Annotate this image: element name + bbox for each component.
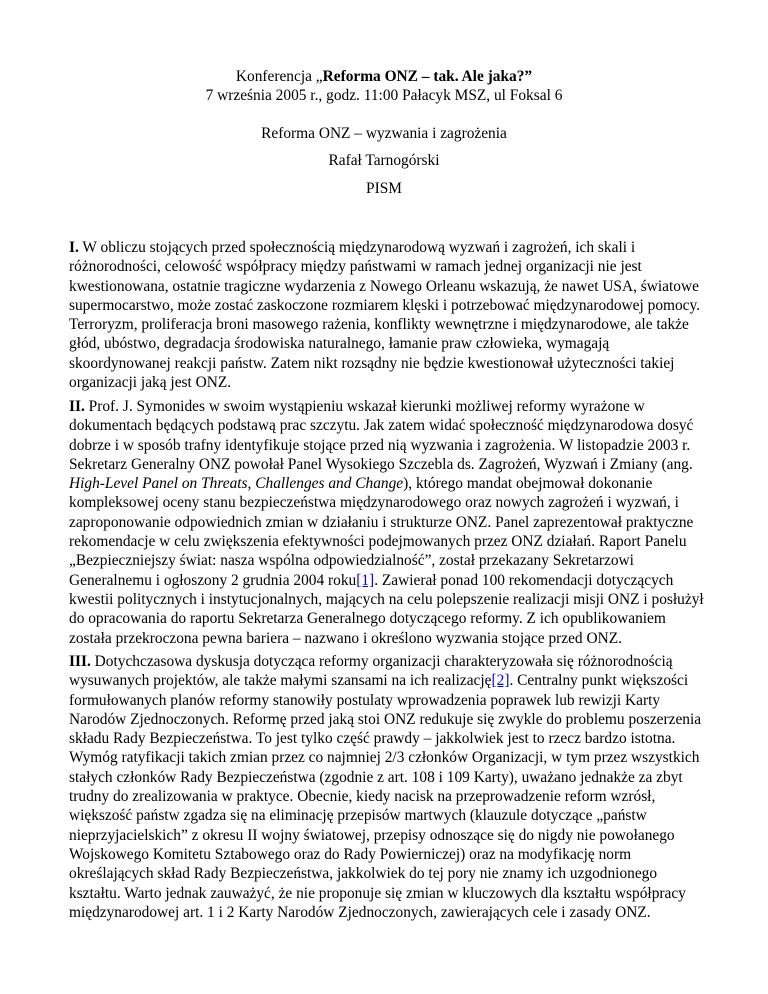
section-3-text-a: Dotychczasowa dyskusja dotycząca reformy organizacji charakteryzowała się różnorodnością wysuwanych projektów, ale także małymi szansami na ich realizację [69, 653, 673, 690]
section-1-paragraph [69, 238, 704, 392]
section-1-text: W obliczu stojących przed społecznością międzynarodową wyzwań i zagrożeń, ich skali i różnorodności, celowość współpracy między państwami w ramach jednej organizacji nie jest kwestionowana, ostatnie tragiczne wydarzenia z Nowego Orleanu wskazują, że nawet USA, światowe supermocarstwo, może zostać zaskoczone rozmiarem klęski i potrzebować międzynarodowej pomocy. Terroryzm, proliferacja broni masowego rażenia, konflikty wewnętrzne i międzynarodowe, ale także głód, ubóstwo, degradacja środowiska naturalnego, łamanie praw człowieka, wymagają skoordynowanej reakcji państw. Zatem nikt rozsądny nie będzie kwestionował użyteczności takiej organizacji jaką jest ONZ. [69, 239, 701, 392]
section-2-numeral: II. [69, 398, 85, 415]
conference-prefix: Konferencja „ [235, 68, 323, 85]
section-3-text-b: . Centralny punkt większości formułowanych planów reformy stanowiły postulaty wprowadzenia poprawek lub rewizji Karty Narodów Zjednoczonych. Reformę przed jaką stoi ONZ redukuje się zwykle do problemu poszerzenia składu Rady Bezpieczeństwa. To jest tylko część prawdy – jakkolwiek jest to rzecz bardzo istotna. Wymóg ratyfikacji takich zmian przez co najmniej 2/3 członków Organizacji, w tym przez wszystkich stałych członków Rady Bezpieczeństwa (zgodnie z art. 108 i 109 Karty), uważano jednakże za zbyt trudny do zrealizowania w praktyce. Obecnie, kiedy nacisk na przeprowadzenie reform wzrósł, większość państw zgadza się na eliminację przepisów martwych (klauzule dotyczące „państw nieprzyjacielskich” z okresu II wojny światowej, przepisy odnoszące się do nigdy nie powołanego Wojskowego Komitetu Sztabowego oraz do Rady Powierniczej) oraz na modyfikację norm określających skład Rady Bezpieczeństwa, jakkolwiek do tej pory nie znamy ich uzgodnionego kształtu. Warto jednak zauważyć, że nie proponuje się zmian w kluczowych dla kształtu współpracy międzynarodowej art. 1 i 2 Karty Narodów Zjednoczonych, zawierających cele i zasady ONZ. [69, 672, 702, 921]
section-1-numeral: I. [69, 239, 79, 256]
conference-details: 7 września 2005 r., godz. 11:00 Pałacyk MSZ, ul Foksal 6 [205, 87, 563, 104]
section-2-paragraph [69, 397, 704, 648]
section-2-text-a: Prof. J. Symonides w swoim wystąpieniu wskazał kierunki możliwej reformy wyrażone w dokumentach będących podstawą prac szczytu. Jak zatem widać społeczność międzynarodowa dosyć dobrze i w sposób trafny identyfikuje stojące przed nią wyzwania i zagrożenia. W listopadzie 2003 r. Sekretarz Generalny ONZ powołał Panel Wysokiego Szczebla ds. Zagrożeń, Wyzwań i Zmiany (ang. [69, 398, 694, 473]
section-2-text-c: . Zawierał ponad 100 rekomendacji dotyczących kwestii politycznych i instytucjonalnych, mających na celu polepszenie realizacji misji ONZ i posłużył do opracowania do raportu Sekretarza Generalnego dotyczącego reformy. Z ich opublikowaniem została przekroczona pewna bariera – nazwano i określono wyzwania stojące przed ONZ. [69, 571, 704, 647]
section-3-numeral: III. [69, 653, 91, 670]
author-name: Rafał Tarnogórski [328, 152, 440, 169]
conference-name: Reforma ONZ – tak. Ale jaka?” [322, 68, 533, 85]
section-2-text-b: ), którego mandat obejmował dokonanie kompleksowej oceny stanu bezpieczeństwa międzynarodowego oraz nowych zagrożeń i wyzwań, i zaproponowanie odpowiednich zmian w działaniu i strukturze ONZ. Panel zaprezentował praktyczne rekomendacje w celu zwiększenia efektywności podejmowanych przez ONZ działań. Raport Panelu „Bezpieczniejszy świat: nasza wspólna odpowiedzialność”, został przekazany Sekretarzowi Generalnemu i ogłoszony 2 grudnia 2004 roku [69, 475, 694, 589]
talk-title: Reforma ONZ – wyzwania i zagrożenia [261, 125, 507, 142]
footnote-link-2[interactable]: [2] [491, 672, 510, 690]
section-3-paragraph [69, 652, 704, 922]
author-organization: PISM [366, 180, 402, 197]
conference-title [0, 67, 768, 86]
section-2-italic-panel-name: High-Level Panel on Threats, Challenges and Change [69, 475, 404, 493]
footnote-link-1[interactable]: [1] [356, 571, 375, 589]
